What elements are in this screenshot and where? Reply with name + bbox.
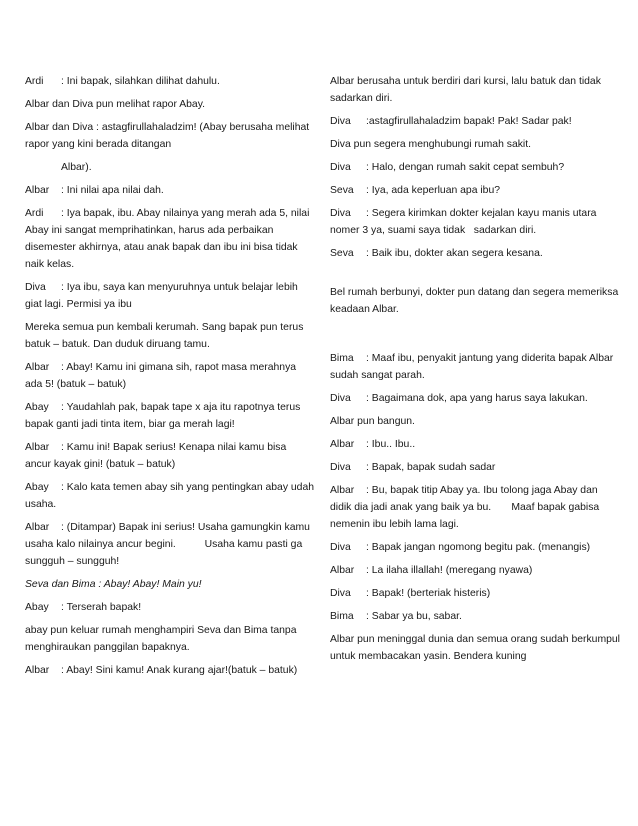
speaker-name: Abay (25, 602, 49, 613)
line-text: : Terserah bapak! (61, 602, 142, 613)
line-text: : Maaf ibu, penyakit jantung yang diderita bapak Albar sudah sangat parah. (330, 353, 617, 381)
line-text: Albar pun meninggal dunia dan semua orang sudah berkumpul untuk membacakan yasin. Bendera kuning (330, 634, 623, 662)
line-text: Seva dan Bima : Abay! Abay! Main yu! (25, 579, 202, 590)
dialogue-line (330, 459, 620, 476)
speaker-name: Albar (330, 565, 355, 576)
speaker-name: Albar (25, 362, 50, 373)
speaker-name: Seva (330, 248, 354, 259)
speaker-name: Seva (330, 185, 354, 196)
speaker-name: Albar (25, 185, 50, 196)
line-text: : Yaudahlah pak, bapak tape x aja itu rapotnya terus bapak ganti jadi tinta item, biar ga merah lagi! (25, 402, 304, 430)
speaker-name: Diva (330, 462, 351, 473)
line-text: : Kamu ini! Bapak serius! Kenapa nilai kamu bisa ancur kayak gini! (batuk – batuk) (25, 442, 290, 470)
line-text: Bel rumah berbunyi, dokter pun datang dan segera memeriksa keadaan Albar. (330, 287, 622, 315)
line-text: Albar dan Diva : astagfirullahaladzim! (Abay berusaha melihat rapor yang kini berada ditangan (25, 122, 313, 150)
line-text: : Ibu.. Ibu.. (366, 439, 416, 450)
dialogue-line (25, 399, 315, 433)
dialogue-line (25, 205, 315, 273)
narration-line (25, 576, 315, 593)
line-text: Mereka semua pun kembali kerumah. Sang bapak pun terus batuk – batuk. Dan duduk diruang tamu. (25, 322, 307, 350)
speaker-name: Albar (330, 485, 355, 496)
right-column (330, 73, 623, 671)
narration-line (330, 136, 620, 153)
line-text: : Bapak, bapak sudah sadar (366, 462, 496, 473)
dialogue-line (25, 519, 315, 570)
speaker-name: Ardi (25, 76, 44, 87)
dialogue-line (25, 479, 315, 513)
line-text: : Sabar ya bu, sabar. (366, 611, 462, 622)
speaker-name: Albar (25, 522, 50, 533)
narration-line (25, 159, 315, 176)
line-text: : Iya bapak, ibu. Abay nilainya yang merah ada 5, nilai Abay ini sangat memprihatinkan, harus ada perbaikan disemester akhirnya, atau anak bapak dan ibu ini bisa tidak naik kelas. (25, 208, 312, 270)
line-text: : Bapak! (berteriak histeris) (366, 588, 491, 599)
speaker-name: Diva (330, 208, 351, 219)
narration-line (330, 631, 623, 665)
speaker-name: Diva (330, 542, 351, 553)
speaker-name: Albar (25, 442, 50, 453)
dialogue-line (330, 350, 620, 384)
line-text: : Abay! Sini kamu! Anak kurang ajar!(batuk – batuk) (61, 665, 298, 676)
dialogue-line (25, 182, 315, 199)
speaker-name: Diva (330, 116, 351, 127)
line-text: Albar berusaha untuk berdiri dari kursi, lalu batuk dan tidak sadarkan diri. (330, 76, 604, 104)
speaker-name: Diva (25, 282, 46, 293)
speaker-name: Albar (25, 665, 50, 676)
dialogue-line (330, 608, 620, 625)
dialogue-line (25, 439, 315, 473)
speaker-name: Abay (25, 482, 49, 493)
line-text: Diva pun segera menghubungi rumah sakit. (330, 139, 532, 150)
line-text: abay pun keluar rumah menghampiri Seva dan Bima tanpa menghiraukan panggilan bapaknya. (25, 625, 300, 653)
line-text: : (Ditampar) Bapak ini serius! Usaha gamungkin kamu usaha kalo nilainya ancur begini. Usaha kamu pasti ga sungguh – sungguh! (25, 522, 313, 567)
line-text: : Iya ibu, saya kan menyuruhnya untuk belajar lebih giat lagi. Permisi ya ibu (25, 282, 301, 310)
narration-line (330, 413, 620, 430)
line-text: : Ini bapak, silahkan dilihat dahulu. (61, 76, 220, 87)
left-column (25, 73, 315, 685)
narration-line (25, 96, 315, 113)
narration-line (330, 73, 620, 107)
dialogue-line (25, 359, 315, 393)
dialogue-line (330, 482, 620, 533)
line-text: : Iya, ada keperluan apa ibu? (366, 185, 501, 196)
narration-line (330, 284, 620, 318)
speaker-name: Bima (330, 611, 354, 622)
dialogue-line (25, 73, 315, 90)
line-text: : Baik ibu, dokter akan segera kesana. (366, 248, 543, 259)
dialogue-line (330, 539, 620, 556)
dialogue-line (330, 205, 620, 239)
speaker-name: Bima (330, 353, 354, 364)
narration-line (25, 622, 315, 656)
line-text: : Bagaimana dok, apa yang harus saya lakukan. (366, 393, 588, 404)
narration-line (25, 319, 315, 353)
line-text: : Bapak jangan ngomong begitu pak. (menangis) (366, 542, 591, 553)
dialogue-line (25, 662, 315, 679)
dialogue-line (330, 182, 620, 199)
speaker-name: Diva (330, 588, 351, 599)
line-text: : Ini nilai apa nilai dah. (61, 185, 164, 196)
dialogue-line (330, 390, 620, 407)
line-text: Albar dan Diva pun melihat rapor Abay. (25, 99, 206, 110)
dialogue-line (25, 599, 315, 616)
dialogue-line (25, 279, 315, 313)
speaker-name: Abay (25, 402, 49, 413)
speaker-name: Diva (330, 393, 351, 404)
dialogue-line (330, 562, 620, 579)
line-text: : Segera kirimkan dokter kejalan kayu manis utara nomer 3 ya, suami saya tidak sadarkan diri. (330, 208, 600, 236)
line-text: : Kalo kata temen abay sih yang pentingkan abay udah usaha. (25, 482, 317, 510)
line-text: : Halo, dengan rumah sakit cepat sembuh? (366, 162, 565, 173)
line-text: : Abay! Kamu ini gimana sih, rapot masa merahnya ada 5! (batuk – batuk) (25, 362, 299, 390)
dialogue-line (330, 113, 620, 130)
line-text: : Bu, bapak titip Abay ya. Ibu tolong jaga Abay dan didik dia jadi anak yang baik ya bu. Maaf bapak gabisa nemenin ibu lebih lama lagi. (330, 485, 603, 530)
dialogue-line (330, 245, 620, 262)
dialogue-line (330, 159, 620, 176)
dialogue-line (330, 436, 620, 453)
narration-line (25, 119, 315, 153)
speaker-name: Diva (330, 162, 351, 173)
dialogue-line (330, 585, 620, 602)
line-text: :astagfirullahaladzim bapak! Pak! Sadar pak! (366, 116, 572, 127)
speaker-name: Albar (330, 439, 355, 450)
line-text: : La ilaha illallah! (meregang nyawa) (366, 565, 533, 576)
line-text: Albar). (61, 162, 92, 173)
speaker-name: Ardi (25, 208, 44, 219)
line-text: Albar pun bangun. (330, 416, 415, 427)
